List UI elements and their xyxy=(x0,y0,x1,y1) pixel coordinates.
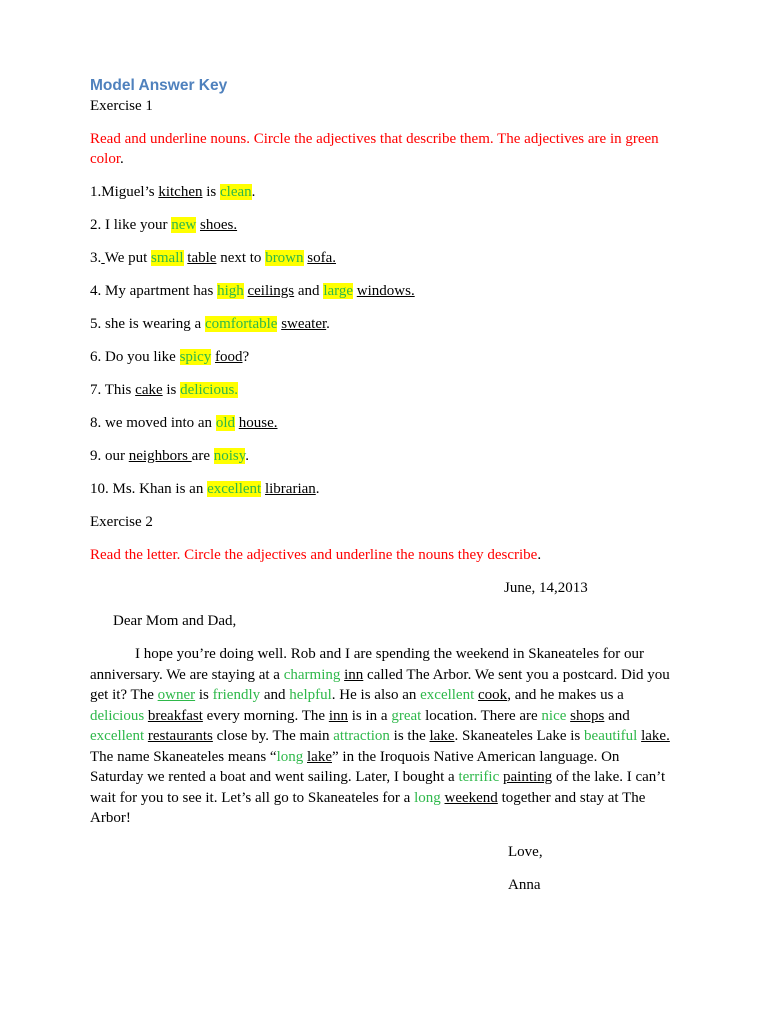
list-item: 7. This cake is delicious. xyxy=(90,382,239,398)
document-page xyxy=(90,76,676,895)
letter-greeting: Dear Mom and Dad, xyxy=(113,613,237,629)
list-item: 1.Miguel’s kitchen is clean. xyxy=(90,184,256,200)
list-item: 10. Ms. Khan is an excellent librarian. xyxy=(90,481,320,497)
list-item: 3. We put small table next to brown sofa. xyxy=(90,250,337,266)
list-item: 8. we moved into an old house. xyxy=(90,415,278,431)
list-item: 4. My apartment has high ceilings and large windows. xyxy=(90,283,415,299)
letter-body: I hope you’re doing well. Rob and I are spending the weekend in Skaneateles for our anniversary. We are staying at a charming inn called The Arbor. We sent you a postcard. Did you get it? The owner is friendly and helpful. He is also an excellent cook, and he makes us a delicious breakfast every morning. The inn is in a great location. There are nice shops and excellent restaurants close by. The main attraction is the lake. Skaneateles Lake is beautiful lake. The name Skaneateles means “long lake” in the Iroquois Native American language. On Saturday we rented a boat and went sailing. Later, I bought a terrific painting of the lake. I can’t wait for you to see it. Let’s all go to Skaneateles for a long weekend together and stay at The Arbor! xyxy=(90,646,670,826)
letter-date: June, 14,2013 xyxy=(504,580,588,596)
letter-closing: Love, xyxy=(508,843,543,860)
exercise-2-instruction: Read the letter. Circle the adjectives and underline the nouns they describe. xyxy=(90,547,542,563)
list-item: 2. I like your new shoes. xyxy=(90,217,238,233)
page-title: Model Answer Key xyxy=(90,77,228,94)
list-item: 5. she is wearing a comfortable sweater. xyxy=(90,316,330,332)
exercise-2-heading: Exercise 2 xyxy=(90,514,153,530)
exercise-1-heading: Exercise 1 xyxy=(90,98,153,114)
list-item: 6. Do you like spicy food? xyxy=(90,349,250,365)
exercise-1-instruction: Read and underline nouns. Circle the adjectives that describe them. The adjectives are in green color. xyxy=(90,131,659,167)
list-item: 9. our neighbors are noisy. xyxy=(90,448,250,464)
letter-signature: Anna xyxy=(508,876,541,893)
